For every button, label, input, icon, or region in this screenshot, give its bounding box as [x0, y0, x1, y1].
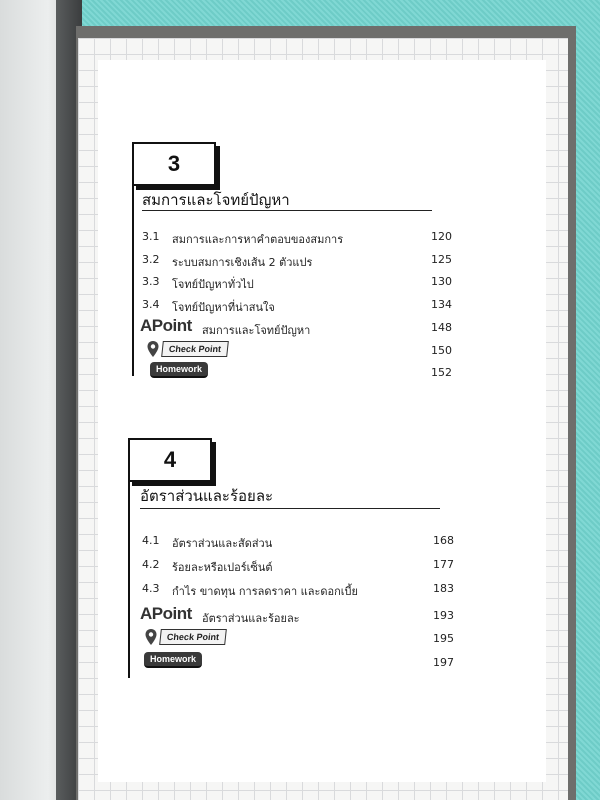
- chapter-number-box: [132, 142, 216, 186]
- chapter-section-bar: [132, 186, 134, 376]
- toc-item-label: อัตราส่วนและสัดส่วน: [172, 537, 273, 550]
- homework-page: 197: [433, 656, 454, 669]
- toc-item-number: 3.2: [142, 253, 160, 266]
- toc-item-page: 120: [431, 230, 452, 243]
- apoint-label[interactable]: อัตราส่วนและร้อยละ: [202, 612, 300, 625]
- checkpoint-link[interactable]: [144, 628, 226, 646]
- chapter-number: 3: [167, 151, 181, 176]
- chapter-number: 4: [163, 447, 177, 472]
- toc-item-page: 183: [433, 582, 454, 595]
- toc-item-label: สมการและการหาคำตอบของสมการ: [172, 233, 344, 246]
- toc-item-label: โจทย์ปัญหาทั่วไป: [172, 278, 254, 291]
- toc-item-page: 125: [431, 253, 452, 266]
- apoint-page: 148: [431, 321, 452, 334]
- checkpoint-label: Check Point: [161, 341, 229, 357]
- homework-badge[interactable]: Homework: [144, 652, 202, 668]
- toc-item-number: 4.1: [142, 534, 160, 547]
- location-pin-icon: [146, 340, 160, 358]
- toc-item-label: ร้อยละหรือเปอร์เซ็นต์: [172, 561, 273, 574]
- chapter-number-box: [128, 438, 212, 482]
- toc-item-number: 3.1: [142, 230, 160, 243]
- toc-item-number: 3.4: [142, 298, 160, 311]
- apoint-label[interactable]: สมการและโจทย์ปัญหา: [202, 324, 311, 337]
- checkpoint-page: 195: [433, 632, 454, 645]
- apoint-logo: APoint: [140, 316, 192, 335]
- checkpoint-link[interactable]: [146, 340, 228, 358]
- toc-item-number: 4.2: [142, 558, 160, 571]
- content-panel: [98, 60, 546, 782]
- toc-item-page: 134: [431, 298, 452, 311]
- toc-item-page: 168: [433, 534, 454, 547]
- checkpoint-page: 150: [431, 344, 452, 357]
- toc-item-label: โจทย์ปัญหาที่น่าสนใจ: [172, 301, 275, 314]
- homework-page: 152: [431, 366, 452, 379]
- toc-item-page: 177: [433, 558, 454, 571]
- table-of-contents-page: [78, 38, 568, 800]
- location-pin-icon: [144, 628, 158, 646]
- chapter-title[interactable]: สมการและโจทย์ปัญหา: [142, 191, 290, 209]
- homework-badge[interactable]: Homework: [150, 362, 208, 378]
- chapter-title[interactable]: อัตราส่วนและร้อยละ: [140, 487, 274, 505]
- apoint-logo: APoint: [140, 604, 192, 623]
- chapter-section-bar: [128, 482, 130, 678]
- toc-item-page: 130: [431, 275, 452, 288]
- toc-item-label: กำไร ขาดทุน การลดราคา และดอกเบี้ย: [172, 585, 358, 598]
- chapter-title-rule: [140, 508, 440, 509]
- apoint-page: 193: [433, 609, 454, 622]
- checkpoint-label: Check Point: [159, 629, 227, 645]
- toc-item-number: 3.3: [142, 275, 160, 288]
- toc-item-number: 4.3: [142, 582, 160, 595]
- chapter-title-rule: [142, 210, 432, 211]
- toc-item-label: ระบบสมการเชิงเส้น 2 ตัวแปร: [172, 256, 313, 269]
